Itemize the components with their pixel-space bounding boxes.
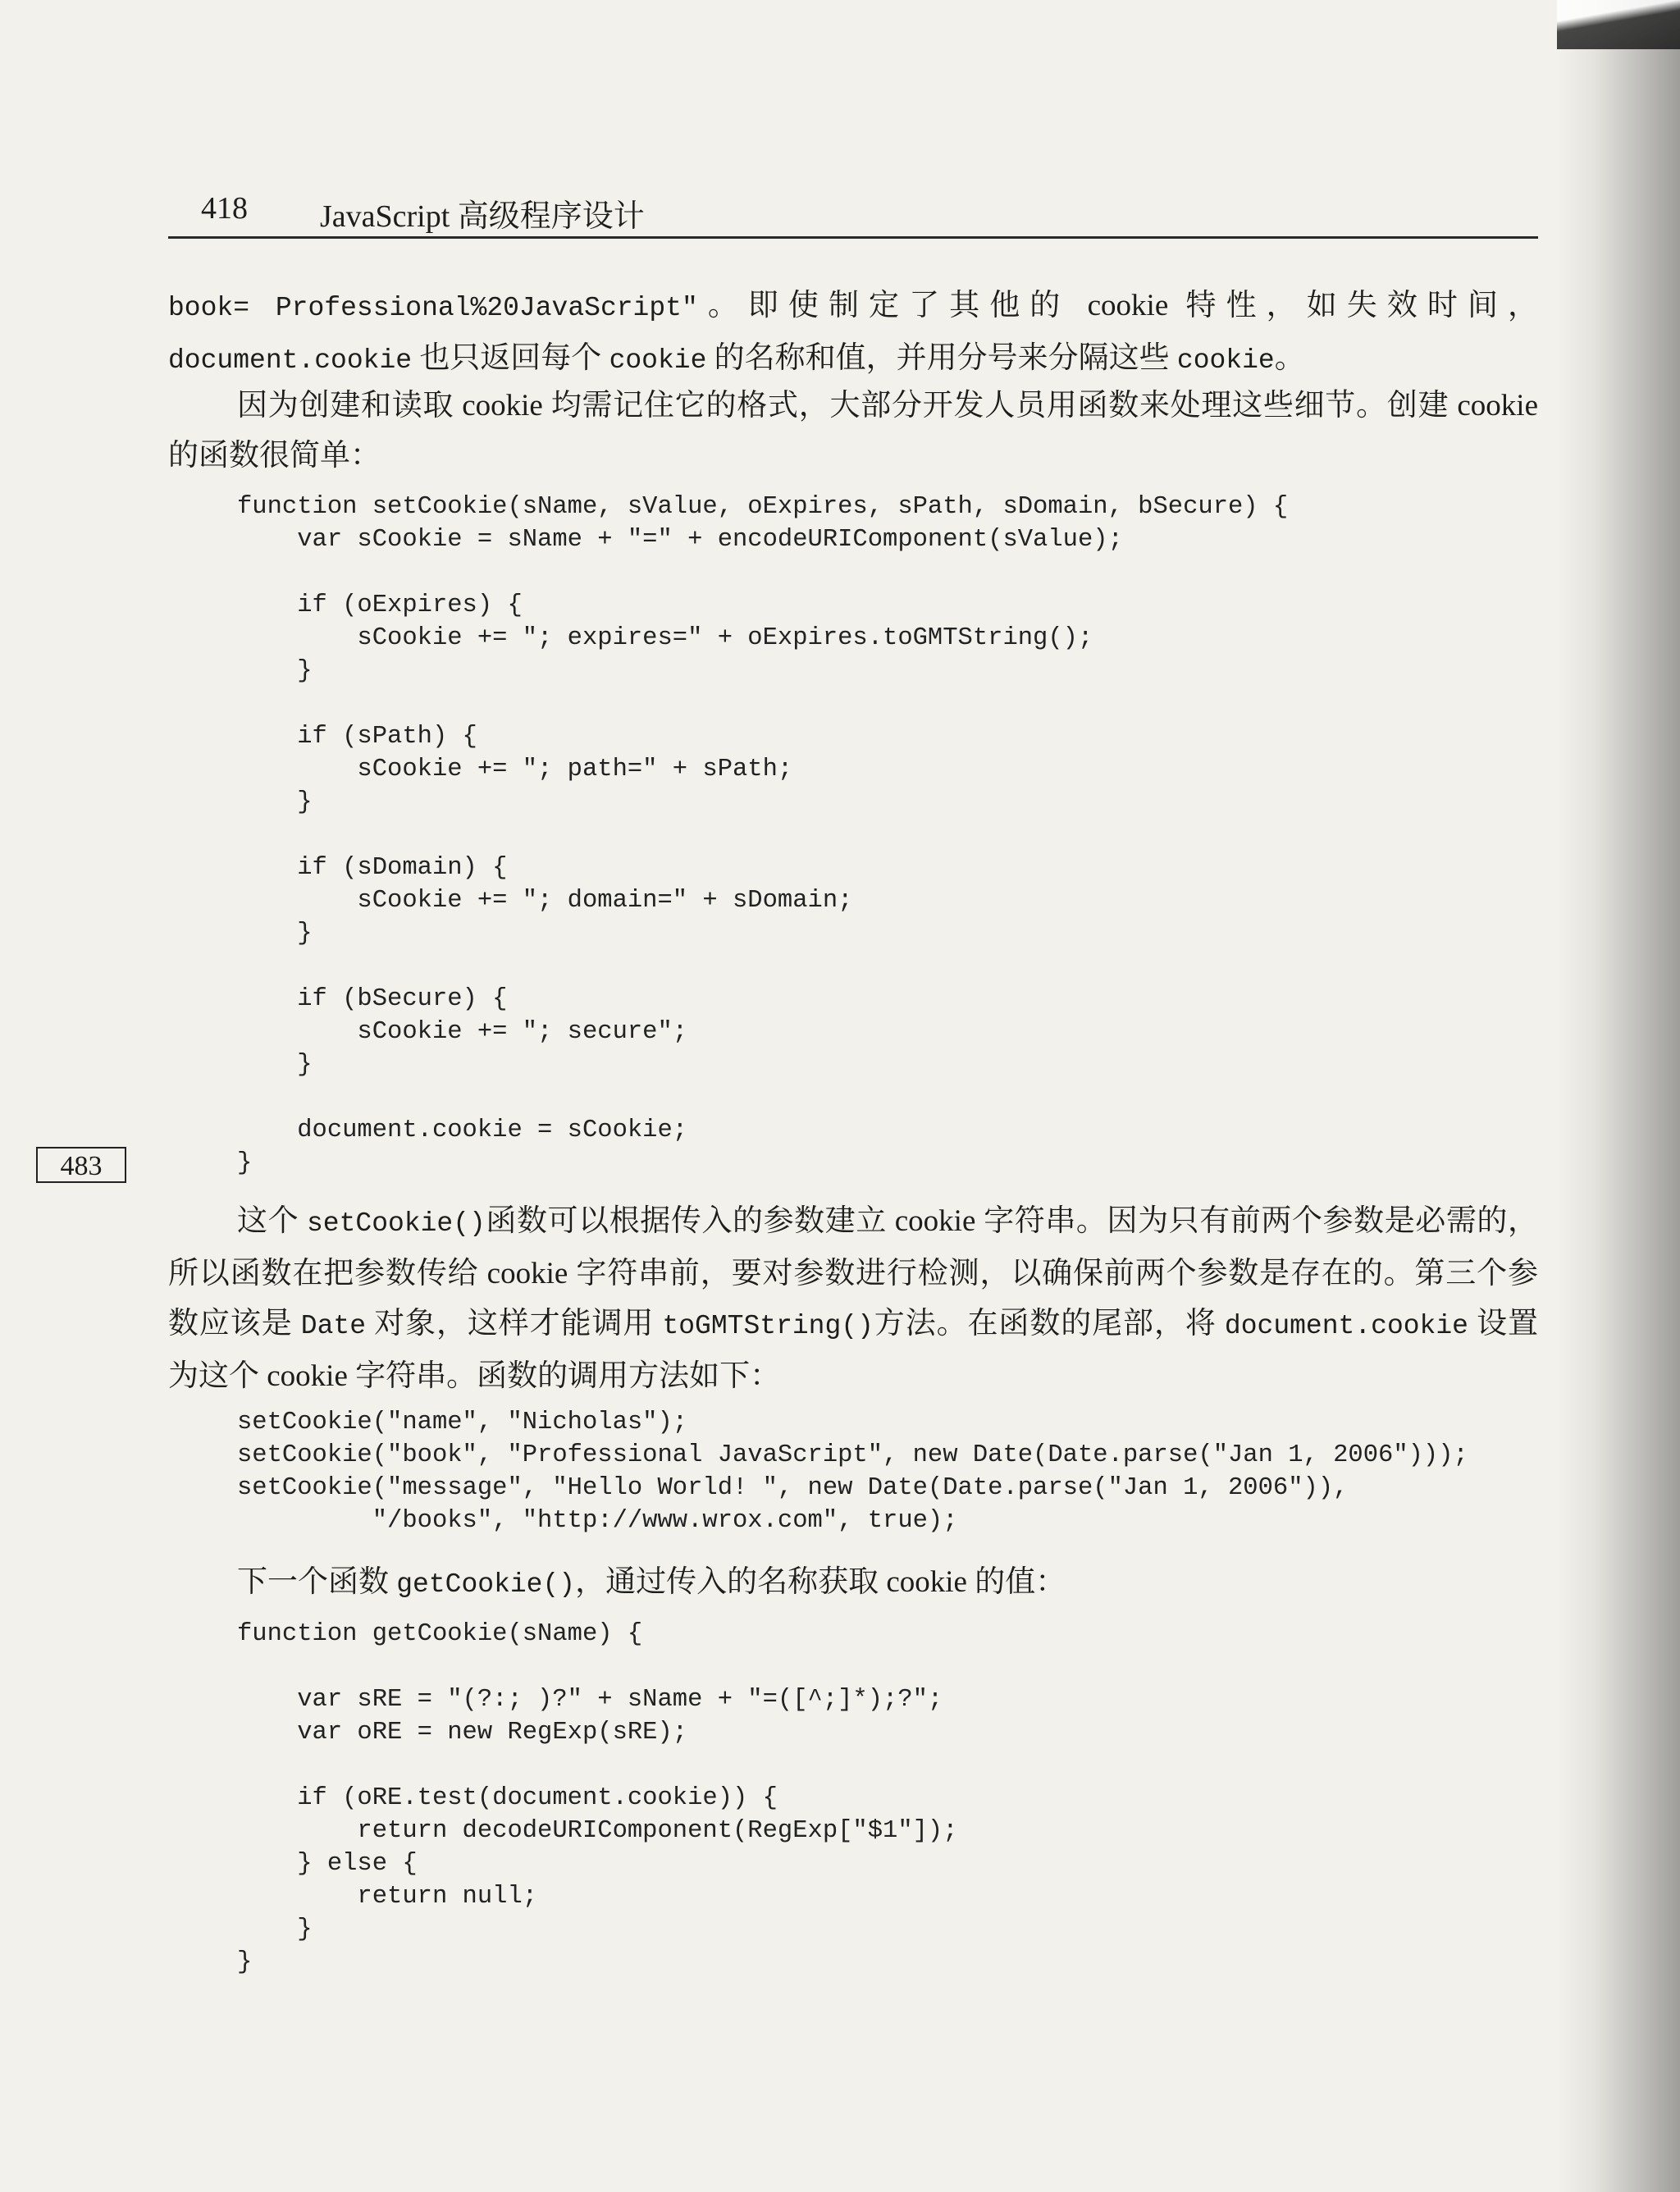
- paragraph-text: 的名称和值，并用分号来分隔这些: [706, 341, 1177, 375]
- scan-corner-shadow: [1557, 0, 1680, 49]
- code-block-get-cookie: function getCookie(sName) { var sRE = "(?:; )?" + sName + "=([^;]*);?"; var oRE = new RegExp(sRE); if (oRE.test(document.cookie)) { return decodeURIComponent(RegExp["$1"]); } else { return null; } }: [237, 1620, 958, 1976]
- code-block-set-cookie: function setCookie(sName, sValue, oExpires, sPath, sDomain, bSecure) { var sCookie = sName + "=" + encodeURIComponent(sValue); if (oExpires) { sCookie += "; expires=" + oExpires.toGMTString(); } if (sPath) { sCookie += "; path=" + sPath; } if (sDomain) { sCookie += "; domain=" + sDomain; } if (bSecure) { sCookie += "; secure"; } document.cookie = sCookie; }: [237, 493, 1289, 1177]
- inline-code: toGMTString(): [662, 1311, 874, 1341]
- paragraph-text: 函数可以根据传入的参数建立 cookie 字符串。因为只有前两个参数是必需的，所以函数在把参数传给 cookie 字符串前，要对参数进行检测，以确保前两个参数是存在的。第三个参数应该是: [168, 1204, 1539, 1340]
- paragraph-text: 设置为这个 cookie 字符串。函数的调用方法如下：: [168, 1307, 1539, 1393]
- inline-code: cookie: [1176, 345, 1275, 376]
- paragraph-text: 这个: [237, 1204, 307, 1238]
- paragraph-create-cookie: 因为创建和读取 cookie 均需记住它的格式，大部分开发人员用函数来处理这些细节。创建 cookie 的函数很简单：: [168, 389, 1538, 473]
- inline-code: document.: [1224, 1311, 1372, 1341]
- paragraph-text: 。: [1274, 341, 1305, 375]
- paragraph-text: 。即使制定了其他的 cookie 特性，如失效时间，: [697, 289, 1539, 322]
- margin-page-reference: 483: [36, 1147, 126, 1183]
- inline-code: setCookie(): [306, 1208, 486, 1239]
- paragraph-text: 下一个函数: [237, 1565, 397, 1599]
- book-page: [168, 0, 1546, 2192]
- inline-code: Date: [300, 1311, 366, 1341]
- inline-code: cookie: [609, 345, 707, 376]
- paragraph-text: ，通过传入的名称获取 cookie 的值：: [575, 1565, 1066, 1599]
- paragraph-text: 方法。在函数的尾部，将: [873, 1307, 1225, 1340]
- running-header: [168, 187, 1538, 239]
- paragraph-get-cookie-intro: [168, 1557, 1538, 1610]
- inline-code: document.: [168, 345, 315, 376]
- page-number: 418: [201, 191, 248, 226]
- paragraph-text: 对象，这样才能调用: [366, 1307, 663, 1340]
- book-title: JavaScript 高级程序设计: [320, 199, 645, 234]
- inline-code: book= Professional%20JavaScript": [168, 293, 698, 323]
- scan-edge-shadow: [1557, 0, 1680, 2192]
- inline-code: cookie: [1371, 1311, 1468, 1341]
- paragraph-set-cookie-explanation: [168, 1196, 1538, 1401]
- paragraph-cookie-return: [168, 281, 1538, 386]
- paragraph-text: 也只返回每个: [412, 341, 609, 375]
- inline-code: getCookie(): [396, 1569, 576, 1600]
- inline-code: cookie: [314, 345, 413, 376]
- code-block-set-cookie-calls: setCookie("name", "Nicholas"); setCookie("book", "Professional JavaScript", new Date(Date.parse("Jan 1, 2006"))); setCookie("message", "Hello World! ", new Date(Date.parse("Jan 1, 2006")), "/books", "http://www.wrox.com", true);: [237, 1409, 1468, 1535]
